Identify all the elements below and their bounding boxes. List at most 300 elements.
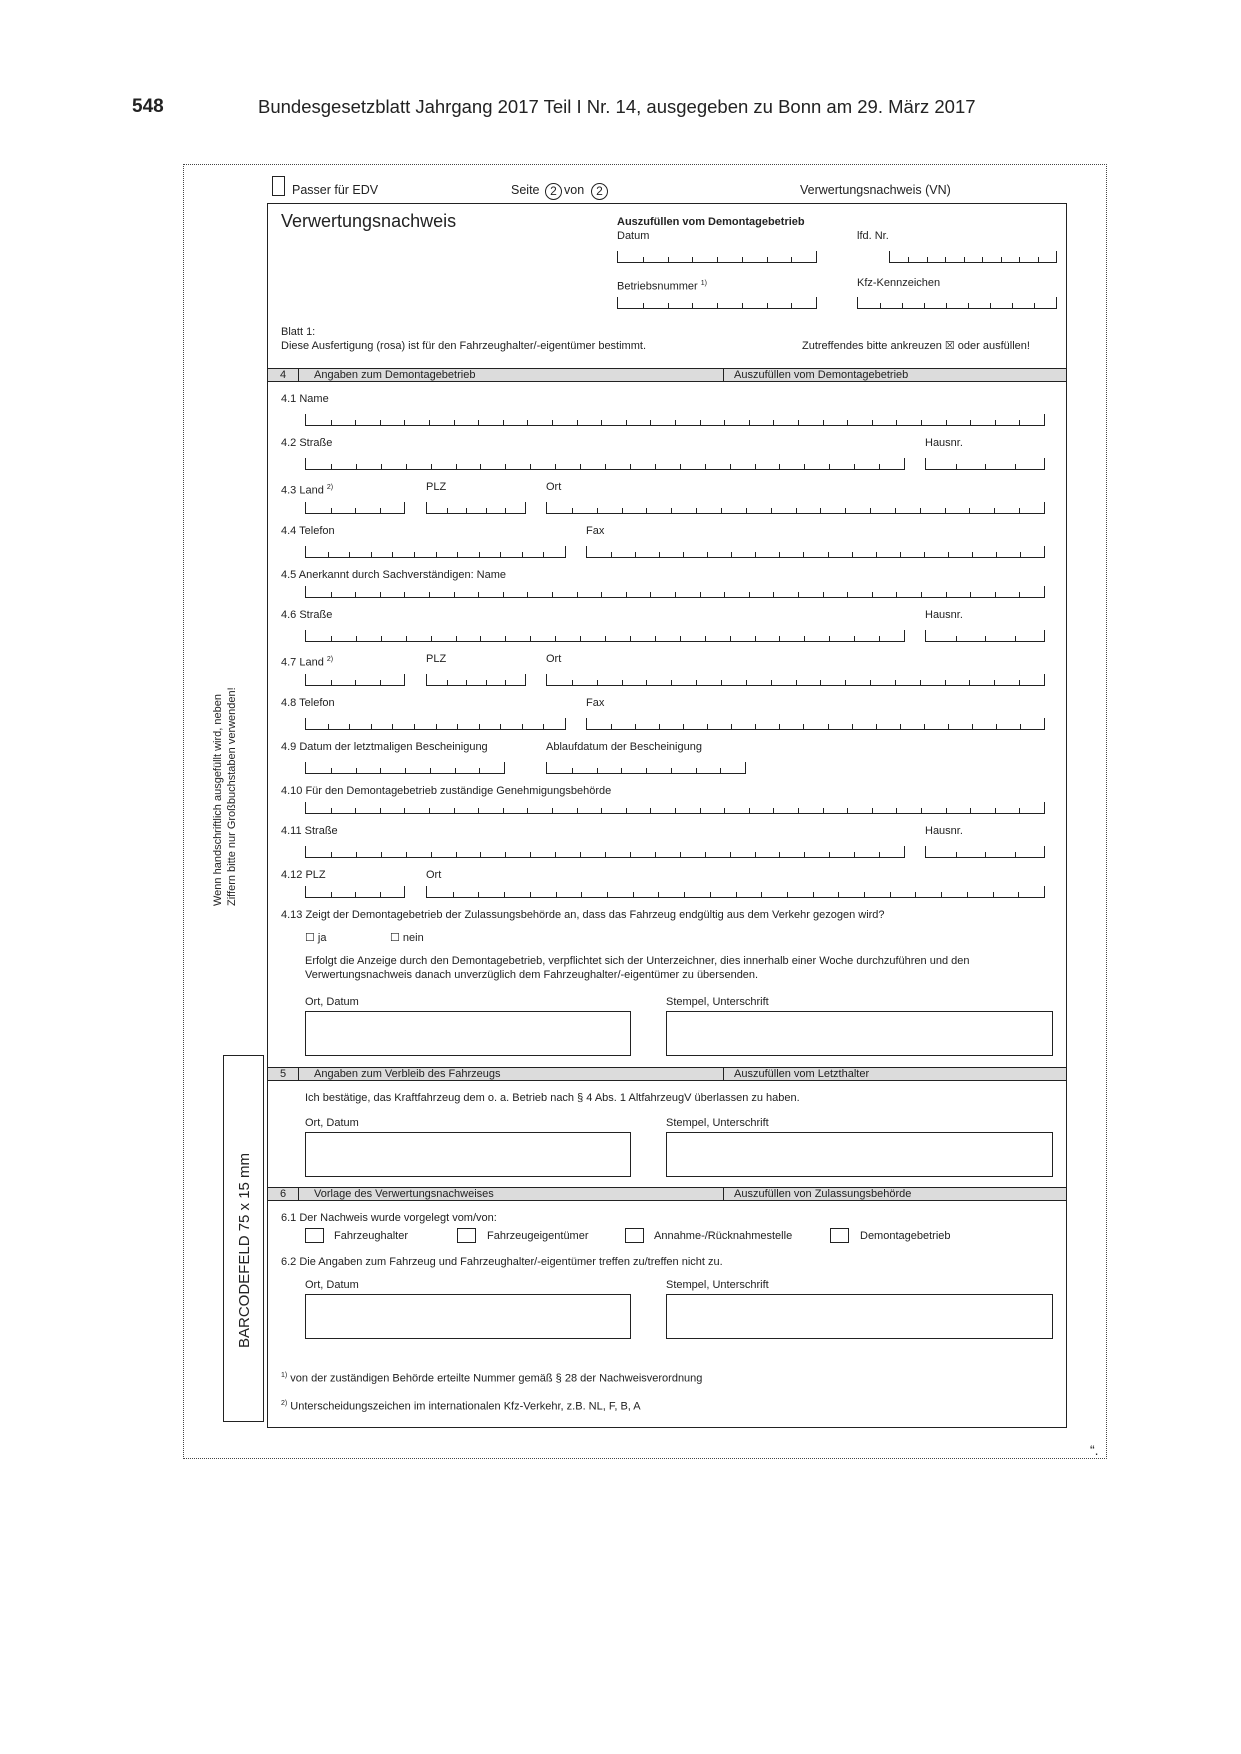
comb-tick <box>1019 592 1020 597</box>
comb-tick <box>985 852 986 857</box>
comb-tick <box>630 852 631 857</box>
section-6-header <box>268 1187 1066 1201</box>
comb-tick <box>1019 808 1020 813</box>
comb-tick <box>456 636 457 641</box>
comb-tick <box>771 508 772 513</box>
comb-tick <box>779 552 780 557</box>
comb-tick <box>1020 724 1021 729</box>
comb-tick <box>626 420 627 425</box>
comb-tick <box>453 892 454 897</box>
comb-tick <box>381 636 382 641</box>
comb-tick <box>742 257 743 262</box>
comb-tick <box>466 508 467 513</box>
comb-tick <box>405 768 406 773</box>
comb-tick <box>356 852 357 857</box>
comb-tick <box>927 257 928 262</box>
section-5-header <box>268 1067 1066 1081</box>
sachverstaendiger-field[interactable] <box>305 586 1045 598</box>
section-4-title: Angaben zum Demontagebetrieb <box>314 369 476 381</box>
von-label: von <box>564 183 585 197</box>
comb-tick <box>328 552 329 557</box>
comb-tick <box>380 592 381 597</box>
ort-label: Ort <box>426 869 442 881</box>
comb-tick <box>580 852 581 857</box>
comb-tick <box>331 464 332 469</box>
comb-tick <box>823 592 824 597</box>
comb-tick <box>675 592 676 597</box>
blatt-label: Blatt 1: <box>281 326 316 338</box>
comb-tick <box>486 508 487 513</box>
comb-tick <box>447 680 448 685</box>
comb-tick <box>429 420 430 425</box>
telefon-field[interactable] <box>305 718 566 730</box>
comb-tick <box>742 303 743 308</box>
handwriting-note-line1: Wenn handschriftlich ausgefüllt wird, neben <box>212 694 224 906</box>
bar-divider <box>298 1068 299 1080</box>
comb-tick <box>924 303 925 308</box>
comb-tick <box>611 552 612 557</box>
annahmestelle-checkbox[interactable] <box>625 1228 644 1243</box>
comb-tick <box>349 724 350 729</box>
comb-tick <box>597 768 598 773</box>
comb-tick <box>787 892 788 897</box>
zutreffendes-text: Zutreffendes bitte ankreuzen ☒ oder ausfüllen! <box>802 340 1030 352</box>
comb-tick <box>948 552 949 557</box>
comb-tick <box>895 508 896 513</box>
comb-tick <box>985 636 986 641</box>
demontagebetrieb-checkbox[interactable] <box>830 1228 849 1243</box>
hausnr-label: Hausnr. <box>925 825 963 837</box>
comb-tick <box>626 592 627 597</box>
comb-tick <box>622 508 623 513</box>
label-6-2: 6.2 Die Angaben zum Fahrzeug und Fahrzeughalter/-eigentümer treffen zu/treffen nicht zu. <box>281 1256 723 1268</box>
fax-field[interactable] <box>586 546 1045 558</box>
comb-tick <box>381 852 382 857</box>
comb-tick <box>680 852 681 857</box>
comb-tick <box>994 680 995 685</box>
comb-tick <box>854 464 855 469</box>
comb-tick <box>820 508 821 513</box>
comb-tick <box>522 724 523 729</box>
plz-field[interactable] <box>426 502 526 514</box>
comb-tick <box>480 636 481 641</box>
comb-tick <box>530 892 531 897</box>
comb-tick <box>527 420 528 425</box>
comb-tick <box>820 680 821 685</box>
comb-tick <box>1019 508 1020 513</box>
fahrzeugeigentuemer-label: Fahrzeugeigentümer <box>487 1230 589 1242</box>
comb-tick <box>921 592 922 597</box>
comb-tick <box>900 552 901 557</box>
lfd-nr-field[interactable] <box>889 251 1057 263</box>
demontagebetrieb-label: Demontagebetrieb <box>860 1230 951 1242</box>
datum-label: Datum <box>617 230 650 242</box>
comb-tick <box>779 464 780 469</box>
comb-tick <box>791 303 792 308</box>
comb-tick <box>791 257 792 262</box>
comb-tick <box>447 508 448 513</box>
section-6-title: Vorlage des Verwertungsnachweises <box>314 1188 494 1200</box>
fax-field[interactable] <box>586 718 1045 730</box>
comb-tick <box>796 508 797 513</box>
comb-tick <box>572 508 573 513</box>
comb-tick <box>597 680 598 685</box>
lfd-nr-label: lfd. Nr. <box>857 230 889 242</box>
comb-tick <box>995 592 996 597</box>
comb-tick <box>1018 892 1019 897</box>
comb-tick <box>970 808 971 813</box>
comb-tick <box>767 257 768 262</box>
comb-tick <box>771 680 772 685</box>
comb-tick <box>650 420 651 425</box>
ort-datum-box[interactable] <box>305 1132 631 1177</box>
comb-tick <box>755 852 756 857</box>
comb-tick <box>555 464 556 469</box>
comb-tick <box>895 680 896 685</box>
comb-tick <box>500 552 501 557</box>
ja-checkbox[interactable]: ☐ ja <box>305 932 327 944</box>
comb-tick <box>982 257 983 262</box>
comb-tick <box>941 892 942 897</box>
comb-tick <box>700 420 701 425</box>
label-4-2: 4.2 Straße <box>281 437 333 449</box>
comb-tick <box>956 464 957 469</box>
comb-tick <box>700 808 701 813</box>
comb-tick <box>896 420 897 425</box>
comb-tick <box>478 808 479 813</box>
plz-field[interactable] <box>426 674 526 686</box>
comb-tick <box>755 724 756 729</box>
comb-tick <box>505 508 506 513</box>
comb-tick <box>457 552 458 557</box>
telefon-field[interactable] <box>305 546 566 558</box>
betriebsnummer-field[interactable] <box>617 297 817 309</box>
comb-tick <box>655 636 656 641</box>
section-5-fill: Auszufüllen vom Letzthalter <box>734 1068 870 1080</box>
comb-tick <box>577 592 578 597</box>
comb-tick <box>331 768 332 773</box>
section-4-header <box>268 368 1066 382</box>
comb-tick <box>828 724 829 729</box>
genehmigungsbehoerde-field[interactable] <box>305 802 1045 814</box>
comb-tick <box>572 768 573 773</box>
ort-field[interactable] <box>546 502 1045 514</box>
comb-tick <box>605 852 606 857</box>
comb-tick <box>671 508 672 513</box>
ablaufdatum-field[interactable] <box>546 762 746 774</box>
comb-tick <box>804 464 805 469</box>
comb-tick <box>796 680 797 685</box>
stempel-label: Stempel, Unterschrift <box>666 996 769 1008</box>
comb-tick <box>696 768 697 773</box>
comb-tick <box>601 592 602 597</box>
comb-tick <box>1038 257 1039 262</box>
name-field[interactable] <box>305 414 1045 426</box>
comb-tick <box>601 808 602 813</box>
comb-tick <box>924 724 925 729</box>
comb-tick <box>552 592 553 597</box>
comb-tick <box>707 724 708 729</box>
strasse-field[interactable] <box>305 458 905 470</box>
comb-tick <box>480 852 481 857</box>
comb-tick <box>945 508 946 513</box>
comb-tick <box>724 808 725 813</box>
bar-divider <box>723 1068 724 1080</box>
comb-tick <box>767 303 768 308</box>
bar-divider <box>723 369 724 381</box>
comb-tick <box>505 680 506 685</box>
comb-tick <box>946 420 947 425</box>
land-field[interactable] <box>305 674 405 686</box>
comb-tick <box>696 508 697 513</box>
ausfertigung-text: Diese Ausfertigung (rosa) ist für den Fahrzeughalter/-eigentümer bestimmt. <box>281 340 646 352</box>
comb-tick <box>813 892 814 897</box>
label-4-1: 4.1 Name <box>281 393 329 405</box>
comb-tick <box>406 464 407 469</box>
comb-tick <box>730 852 731 857</box>
signature-box[interactable] <box>666 1294 1053 1339</box>
label-4-3: 4.3 Land $^{2)}$ <box>281 484 334 497</box>
comb-tick <box>414 552 415 557</box>
comb-tick <box>675 420 676 425</box>
seite-number: 2 <box>545 183 562 200</box>
comb-tick <box>543 724 544 729</box>
comb-tick <box>876 552 877 557</box>
comb-tick <box>1001 257 1002 262</box>
ort-field[interactable] <box>426 886 1045 898</box>
comb-tick <box>355 508 356 513</box>
comb-tick <box>355 808 356 813</box>
comb-tick <box>480 464 481 469</box>
comb-tick <box>478 892 479 897</box>
comb-tick <box>611 724 612 729</box>
comb-tick <box>985 464 986 469</box>
comb-tick <box>948 724 949 729</box>
fahrzeughalter-checkbox[interactable] <box>305 1228 324 1243</box>
letzte-bescheinigung-field[interactable] <box>305 762 505 774</box>
comb-tick <box>668 303 669 308</box>
label-4-6: 4.6 Straße <box>281 609 333 621</box>
comb-tick <box>581 892 582 897</box>
ort-datum-box[interactable] <box>305 1011 631 1056</box>
comb-tick <box>900 724 901 729</box>
comb-tick <box>392 552 393 557</box>
comb-tick <box>803 552 804 557</box>
comb-tick <box>555 636 556 641</box>
closing-quote: “. <box>1090 1442 1099 1458</box>
land-field[interactable] <box>305 502 405 514</box>
comb-tick <box>804 636 805 641</box>
comb-tick <box>990 303 991 308</box>
section-4-number: 4 <box>280 369 287 381</box>
betriebsnummer-label: Betriebsnummer $^{1)}$ <box>617 280 707 293</box>
comb-tick <box>969 508 970 513</box>
comb-tick <box>724 420 725 425</box>
comb-tick <box>902 303 903 308</box>
comb-tick <box>890 892 891 897</box>
comb-tick <box>552 808 553 813</box>
strasse-field[interactable] <box>305 846 905 858</box>
ort-datum-label: Ort, Datum <box>305 996 359 1008</box>
comb-tick <box>683 724 684 729</box>
comb-tick <box>972 552 973 557</box>
comb-tick <box>404 808 405 813</box>
section-5-number: 5 <box>280 1068 287 1080</box>
comb-tick <box>921 808 922 813</box>
comb-tick <box>680 464 681 469</box>
comb-tick <box>908 257 909 262</box>
comb-tick <box>331 852 332 857</box>
comb-tick <box>356 464 357 469</box>
comb-tick <box>920 508 921 513</box>
ort-label: Ort <box>546 481 562 493</box>
comb-tick <box>650 808 651 813</box>
comb-tick <box>864 892 865 897</box>
page-number: 548 <box>132 96 164 117</box>
comb-tick <box>621 768 622 773</box>
ablauf-label: Ablaufdatum der Bescheinigung <box>546 741 702 753</box>
comb-tick <box>454 592 455 597</box>
comb-tick <box>530 464 531 469</box>
label-4-7: 4.7 Land $^{2)}$ <box>281 656 334 669</box>
comb-tick <box>380 808 381 813</box>
strasse-field[interactable] <box>305 630 905 642</box>
comb-tick <box>456 464 457 469</box>
comb-tick <box>580 464 581 469</box>
comb-tick <box>870 508 871 513</box>
comb-tick <box>1020 552 1021 557</box>
comb-tick <box>773 808 774 813</box>
comb-tick <box>1019 257 1020 262</box>
fahrzeugeigentuemer-checkbox[interactable] <box>457 1228 476 1243</box>
comb-tick <box>1012 303 1013 308</box>
stempel-label: Stempel, Unterschrift <box>666 1117 769 1129</box>
annahmestelle-label: Annahme-/Rücknahmestelle <box>654 1230 793 1242</box>
barcode-label: BARCODEFELD 75 x 15 mm <box>236 1152 253 1348</box>
nein-checkbox[interactable]: ☐ nein <box>390 932 424 944</box>
comb-tick <box>380 508 381 513</box>
comb-tick <box>605 464 606 469</box>
comb-tick <box>381 464 382 469</box>
comb-tick <box>798 420 799 425</box>
comb-tick <box>331 420 332 425</box>
kfz-label: Kfz-Kennzeichen <box>857 277 941 289</box>
footnote-1: $^{1)}$ von der zuständigen Behörde erteilte Nummer gemäß § 28 der Nachweisverordnung <box>281 1372 703 1385</box>
passer-label: Passer für EDV <box>292 183 379 197</box>
comb-tick <box>671 680 672 685</box>
comb-tick <box>355 420 356 425</box>
comb-tick <box>838 892 839 897</box>
datum-field[interactable] <box>617 251 817 263</box>
comb-tick <box>746 508 747 513</box>
signature-box[interactable] <box>666 1011 1053 1056</box>
plz-label: PLZ <box>426 481 447 493</box>
label-6-1: 6.1 Der Nachweis wurde vorgelegt vom/von: <box>281 1212 497 1224</box>
comb-tick <box>847 808 848 813</box>
handwriting-note-line2: Ziffern bitte nur Großbuchstaben verwenden! <box>226 687 238 906</box>
comb-tick <box>746 680 747 685</box>
section-5-title: Angaben zum Verbleib des Fahrzeugs <box>314 1068 501 1080</box>
comb-tick <box>823 808 824 813</box>
comb-tick <box>331 592 332 597</box>
comb-tick <box>730 464 731 469</box>
doc-short-title: Verwertungsnachweis (VN) <box>800 183 951 197</box>
comb-tick <box>404 420 405 425</box>
comb-tick <box>721 508 722 513</box>
hausnr-field[interactable] <box>925 458 1045 470</box>
comb-tick <box>710 892 711 897</box>
comb-tick <box>527 808 528 813</box>
comb-tick <box>658 892 659 897</box>
comb-tick <box>522 552 523 557</box>
comb-tick <box>915 892 916 897</box>
comb-tick <box>355 892 356 897</box>
comb-tick <box>607 892 608 897</box>
plz-field[interactable] <box>305 886 405 898</box>
ort-datum-box[interactable] <box>305 1294 631 1339</box>
comb-tick <box>675 808 676 813</box>
comb-tick <box>1019 420 1020 425</box>
comb-tick <box>371 552 372 557</box>
comb-tick <box>852 552 853 557</box>
ort-field[interactable] <box>546 674 1045 686</box>
comb-tick <box>779 636 780 641</box>
stempel-label: Stempel, Unterschrift <box>666 1279 769 1291</box>
comb-tick <box>879 464 880 469</box>
comb-tick <box>994 508 995 513</box>
comb-tick <box>577 420 578 425</box>
comb-tick <box>643 257 644 262</box>
comb-tick <box>880 303 881 308</box>
comb-tick <box>543 552 544 557</box>
comb-tick <box>429 592 430 597</box>
comb-tick <box>972 724 973 729</box>
comb-tick <box>530 852 531 857</box>
label-4-4: 4.4 Telefon <box>281 525 335 537</box>
erfolgt-text-line2: Verwertungsnachweis danach unverzüglich dem Fahrzeughalter/-eigentümer zu übersenden. <box>305 969 759 981</box>
kfz-field[interactable] <box>857 297 1057 309</box>
comb-tick <box>946 592 947 597</box>
comb-tick <box>996 724 997 729</box>
label-4-8: 4.8 Telefon <box>281 697 335 709</box>
comb-tick <box>605 636 606 641</box>
comb-tick <box>996 552 997 557</box>
bar-divider <box>298 1188 299 1200</box>
comb-tick <box>692 257 693 262</box>
comb-tick <box>671 768 672 773</box>
comb-tick <box>646 768 647 773</box>
comb-tick <box>380 680 381 685</box>
comb-tick <box>829 464 830 469</box>
comb-tick <box>829 636 830 641</box>
comb-tick <box>731 724 732 729</box>
comb-tick <box>968 303 969 308</box>
label-4-9: 4.9 Datum der letztmaligen Bescheinigung <box>281 741 488 753</box>
comb-tick <box>720 768 721 773</box>
plz-label: PLZ <box>426 653 447 665</box>
hausnr-field[interactable] <box>925 846 1045 858</box>
comb-tick <box>854 852 855 857</box>
comb-tick <box>705 636 706 641</box>
comb-tick <box>556 892 557 897</box>
signature-box[interactable] <box>666 1132 1053 1177</box>
hausnr-field[interactable] <box>925 630 1045 642</box>
comb-tick <box>803 724 804 729</box>
comb-tick <box>486 680 487 685</box>
comb-tick <box>717 303 718 308</box>
comb-tick <box>700 592 701 597</box>
comb-tick <box>454 420 455 425</box>
